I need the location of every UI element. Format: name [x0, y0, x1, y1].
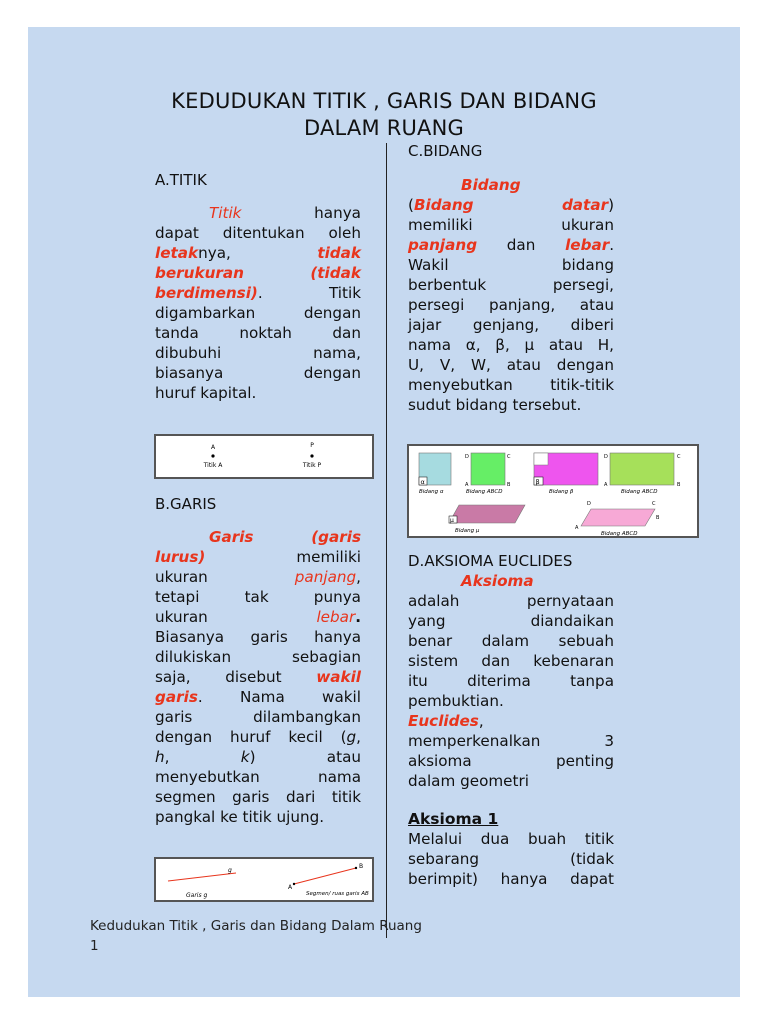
- plane-abcd-1: [471, 453, 505, 485]
- line: sebarang (tidak: [408, 850, 614, 868]
- word: ,: [478, 712, 484, 730]
- figure-bidang-drawing: [409, 446, 697, 536]
- plane-beta-notch: [534, 453, 548, 465]
- term-panjang: panjang: [294, 568, 357, 586]
- label-a: A: [575, 525, 579, 531]
- line: Wakil bidang: [408, 256, 614, 274]
- label-a: A: [465, 482, 469, 488]
- line: [155, 203, 361, 223]
- word: .: [355, 608, 361, 626]
- caption-bidang-alpha: Bidang α: [419, 489, 444, 495]
- label-a: A: [604, 482, 608, 488]
- label-point-a: A: [210, 444, 216, 451]
- label-d: D: [587, 501, 591, 507]
- paragraph-titik: [155, 203, 361, 403]
- word: ): [608, 196, 614, 214]
- caption-garis-g: Garis g: [186, 892, 208, 899]
- point-p: [310, 454, 313, 457]
- caption-titik-p: Titik P: [302, 462, 322, 469]
- label-b: B: [507, 482, 511, 488]
- word: . Nama wakil: [197, 688, 361, 706]
- word: saja, disebut: [155, 668, 282, 686]
- word: . Titik: [257, 284, 361, 302]
- line: persegi panjang, atau: [408, 296, 614, 314]
- line: memperkenalkan 3: [408, 732, 614, 750]
- line: sistem dan kebenaran: [408, 652, 614, 670]
- term-wakil: wakil: [316, 668, 361, 686]
- line: [408, 175, 614, 195]
- term-bidang: Bidang: [461, 176, 521, 194]
- line: [155, 607, 361, 627]
- label-c: C: [507, 454, 511, 460]
- title-line-1: KEDUDUKAN TITIK , GARIS DAN BIDANG: [171, 89, 597, 113]
- label-c: C: [652, 501, 656, 507]
- label-b: B: [656, 515, 660, 521]
- term-euclides: Euclides: [408, 712, 479, 730]
- label-mu: μ: [450, 517, 454, 524]
- line: [155, 687, 361, 707]
- label-b: B: [677, 482, 681, 488]
- page-footer: [90, 916, 422, 956]
- word: hanya: [314, 204, 361, 222]
- line: [408, 711, 614, 731]
- line: biasanya dengan: [155, 364, 361, 382]
- section-heading-garis: B.GARIS: [155, 495, 217, 513]
- label-a: A: [288, 884, 293, 891]
- line: dalam geometri: [408, 772, 529, 790]
- word: (: [408, 196, 414, 214]
- line: [155, 567, 361, 587]
- line: digambarkan dengan: [155, 304, 361, 322]
- term-tidak-2: (tidak: [310, 264, 361, 282]
- line: U, V, W, atau dengan: [408, 356, 614, 374]
- label-point-p: P: [310, 442, 314, 449]
- column-divider: [386, 143, 387, 938]
- caption-bidang-abcd-2: Bidang ABCD: [621, 489, 658, 495]
- plane-mu: [449, 505, 525, 523]
- line: [155, 527, 361, 547]
- word: ukuran: [155, 568, 208, 586]
- section-heading-titik: A.TITIK: [155, 171, 207, 189]
- label-b: B: [359, 863, 364, 870]
- label-line-g: g: [228, 867, 232, 874]
- aksioma-1-title: Aksioma 1: [408, 810, 499, 828]
- page-number: 1: [90, 938, 99, 954]
- line: menyebutkan titik-titik: [408, 376, 614, 394]
- term-titik: Titik: [209, 204, 242, 222]
- term-garis-lurus: (garis: [311, 528, 361, 546]
- paragraph-aksioma-1: [408, 809, 614, 889]
- caption-segmen-ab: Segmen/ ruas garis AB: [306, 891, 369, 897]
- line: yang diandaikan: [408, 612, 614, 630]
- point-a: [293, 883, 295, 885]
- line: dapat ditentukan oleh: [155, 224, 361, 242]
- figure-garis-drawing: [156, 859, 372, 900]
- line: segmen garis dari titik: [155, 788, 361, 806]
- line: dibubuhi nama,: [155, 344, 361, 362]
- term-panjang: panjang: [408, 236, 478, 254]
- line: nama α, β, μ atau H,: [408, 336, 614, 354]
- word: nya,: [198, 244, 231, 262]
- line: dilukiskan sebagian: [155, 648, 361, 666]
- page-title: [28, 88, 740, 142]
- word: dengan huruf kecil (: [155, 728, 347, 746]
- line: menyebutkan nama: [155, 768, 361, 786]
- plane-abcd-3: [581, 509, 655, 526]
- word: h: [155, 748, 165, 766]
- line: tanda noktah dan: [155, 324, 361, 342]
- term-garis: Garis: [209, 528, 254, 546]
- line: huruf kapital.: [155, 384, 257, 402]
- term-berdimensi: berdimensi): [155, 284, 258, 302]
- term-tidak: tidak: [317, 244, 361, 262]
- paragraph-aksioma: [408, 571, 614, 791]
- term-aksioma: Aksioma: [461, 572, 534, 590]
- line: berimpit) hanya dapat: [408, 870, 614, 888]
- line: pangkal ke titik ujung.: [155, 808, 325, 826]
- term-lebar: lebar: [316, 608, 356, 626]
- figure-bidang: [407, 444, 699, 538]
- term-datar: datar: [561, 196, 609, 214]
- footer-text: Kedudukan Titik , Garis dan Bidang Dalam Ruang: [90, 918, 422, 934]
- caption-bidang-abcd-3: Bidang ABCD: [601, 531, 638, 536]
- document-page: [28, 27, 740, 997]
- point-b: [355, 867, 357, 869]
- line: garis dilambangkan: [155, 708, 361, 726]
- word: .: [609, 236, 615, 254]
- line: [155, 283, 361, 303]
- title-line-2: DALAM RUANG: [303, 116, 465, 140]
- line: [155, 547, 361, 567]
- figure-titik: [154, 434, 374, 479]
- line: Melalui dua buah titik: [408, 830, 614, 848]
- caption-bidang-mu: Bidang μ: [455, 528, 480, 534]
- line: memiliki ukuran: [408, 216, 614, 234]
- line: Biasanya garis hanya: [155, 628, 361, 646]
- section-heading-bidang: C.BIDANG: [408, 142, 483, 160]
- line: [155, 263, 361, 283]
- word: ,: [164, 748, 170, 766]
- term-lebar: lebar: [565, 236, 610, 254]
- caption-titik-a: Titik A: [203, 462, 223, 469]
- term-berukuran: berukuran: [155, 264, 244, 282]
- line: [408, 571, 614, 591]
- paragraph-bidang: [408, 175, 614, 415]
- line: pembuktian.: [408, 692, 504, 710]
- line: berbentuk persegi,: [408, 276, 614, 294]
- line: [155, 727, 361, 747]
- word: ,: [356, 568, 361, 586]
- section-heading-aksioma: D.AKSIOMA EUCLIDES: [408, 552, 573, 570]
- word: ) atau: [249, 748, 362, 766]
- word: memiliki: [296, 548, 361, 566]
- caption-bidang-abcd-1: Bidang ABCD: [466, 489, 503, 495]
- figure-garis: [154, 857, 374, 902]
- segment-ab: [294, 868, 356, 884]
- term-letak: letak: [155, 244, 199, 262]
- word: g: [346, 728, 357, 746]
- line: [155, 243, 361, 263]
- paragraph-garis: [155, 527, 361, 827]
- caption-bidang-beta: Bidang β: [549, 489, 574, 495]
- figure-titik-drawing: [156, 436, 372, 477]
- label-c: C: [677, 454, 681, 460]
- term-garis-2: garis: [155, 688, 198, 706]
- line: [408, 235, 614, 255]
- line: jajar genjang, diberi: [408, 316, 614, 334]
- line: [155, 667, 361, 687]
- line: [408, 195, 614, 215]
- line: aksioma penting: [408, 752, 614, 770]
- label-d: D: [604, 454, 608, 460]
- label-alpha: α: [420, 477, 425, 486]
- line-g: [168, 873, 236, 881]
- label-beta: β: [535, 477, 540, 486]
- word: k: [240, 748, 250, 766]
- line: [155, 747, 361, 767]
- line: benar dalam sebuah: [408, 632, 614, 650]
- label-d: D: [465, 454, 469, 460]
- word: dan: [506, 236, 536, 254]
- line: tetapi tak punya: [155, 588, 361, 606]
- plane-abcd-2: [610, 453, 674, 485]
- word: ukuran: [155, 608, 208, 626]
- word: ,: [356, 728, 361, 746]
- point-a: [211, 454, 214, 457]
- term-bidang-2: Bidang: [413, 196, 474, 214]
- line: adalah pernyataan: [408, 592, 614, 610]
- line: itu diterima tanpa: [408, 672, 614, 690]
- term-lurus: lurus): [155, 548, 206, 566]
- line: sudut bidang tersebut.: [408, 396, 582, 414]
